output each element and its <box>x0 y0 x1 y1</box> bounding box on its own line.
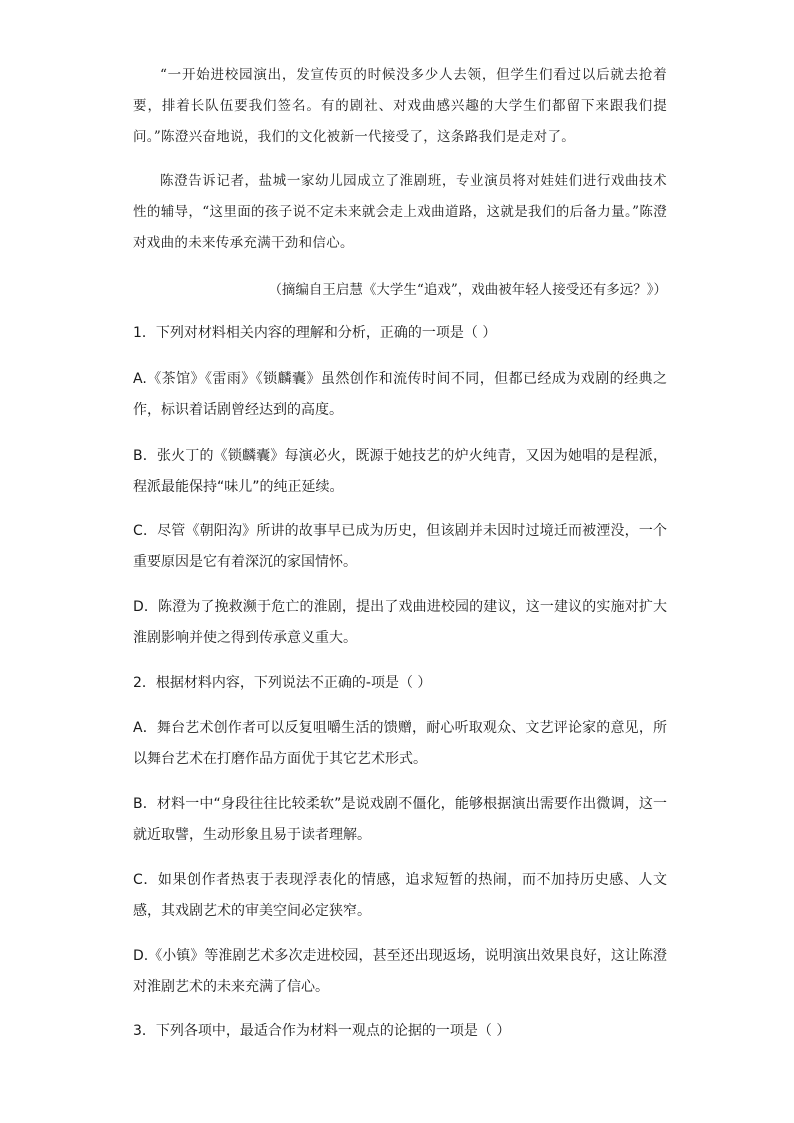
question-2-option-b: B．材料一中“身段往往比较柔软”是说戏剧不僵化，能够根据演出需要作出微调，这一就近取譬，生动形象且易于读者理解。 <box>133 796 667 843</box>
question-2-option-a: A．舞台艺术创作者可以反复咀嚼生活的馈赠，耐心听取观众、文艺评论家的意见，所以舞台艺术在打磨作品方面优于其它艺术形式。 <box>133 720 667 767</box>
question-3-stem: 3．下列各项中，最适合作为材料一观点的论据的一项是（ ） <box>133 1023 511 1039</box>
question-1-option-d: D．陈澄为了挽救濒于危亡的淮剧，提出了戏曲进校园的建议，这一建议的实施对扩大淮剧影响并使之得到传承意义重大。 <box>133 599 667 646</box>
question-2-option-c: C．如果创作者热衷于表现浮表化的情感，追求短暂的热闹，而不加持历史感、人文感，其戏剧艺术的审美空间必定狭窄。 <box>133 872 667 919</box>
excerpt-source: （摘编自王启慧《大学生“追戏”，戏曲被年轻人接受还有多远？》） <box>268 282 667 298</box>
excerpt-paragraph-2: 陈澄告诉记者，盐城一家幼儿园成立了淮剧班，专业演员将对娃娃们进行戏曲技术性的辅导，“这里面的孩子说不定未来就会走上戏曲道路，这就是我们的后备力量。”陈澄对戏曲的未来传承充满干劲和信心。 <box>133 173 667 251</box>
question-1-option-a: A.《茶馆》《雷雨》《锁麟囊》虽然创作和流传时间不同，但都已经成为戏剧的经典之作，标识着话剧曾经达到的高度。 <box>133 371 667 418</box>
excerpt-paragraph-1: “一开始进校园演出，发宣传页的时候没多少人去领，但学生们看过以后就去抢着要，排着长队伍要我们签名。有的剧社、对戏曲感兴趣的大学生们都留下来跟我们提问。”陈澄兴奋地说，我们的文化被新一代接受了，这条路我们是走对了。 <box>133 67 667 145</box>
question-1-option-b: B．张火丁的《锁麟囊》每演必火，既源于她技艺的炉火纯青，又因为她唱的是程派，程派最能保持“味儿”的纯正延续。 <box>133 448 667 495</box>
question-1-option-c: C．尽管《朝阳沟》所讲的故事早已成为历史，但该剧并未因时过境迁而被湮没，一个重要原因是它有着深沉的家国情怀。 <box>133 523 667 570</box>
question-2-option-d: D.《小镇》等淮剧艺术多次走进校园，甚至还出现返场，说明演出效果良好，这让陈澄对淮剧艺术的未来充满了信心。 <box>133 948 667 995</box>
question-1-stem: 1．下列对材料相关内容的理解和分析，正确的一项是（ ） <box>133 325 497 341</box>
question-2-stem: 2．根据材料内容，下列说法不正确的-项是（ ） <box>133 675 432 691</box>
